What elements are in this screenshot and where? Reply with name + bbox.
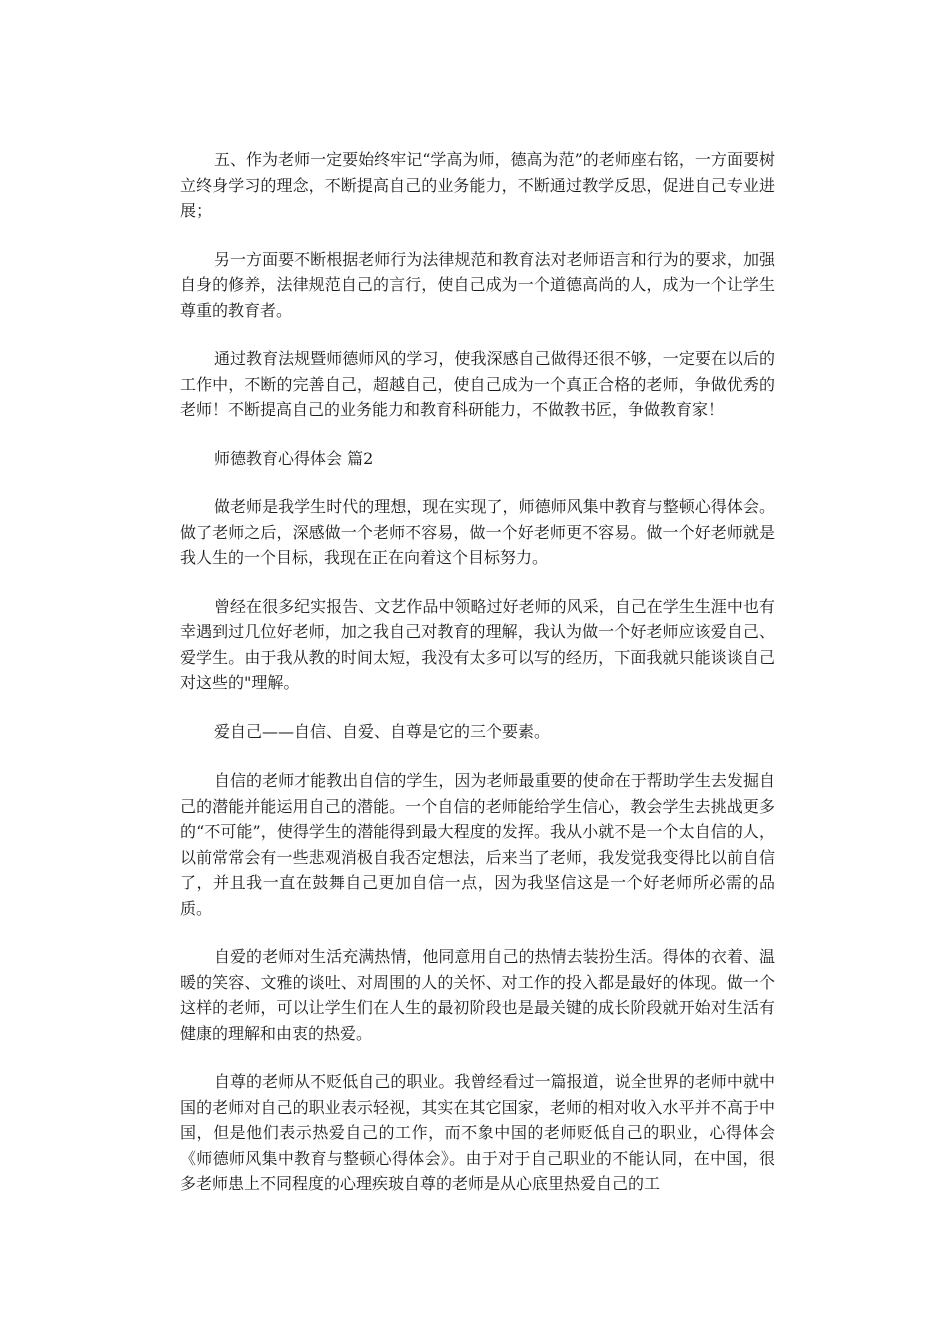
paragraph-love-self: 爱自己——自信、自爱、自尊是它的三个要素。 — [214, 721, 551, 741]
paragraph-self-love: 自爱的老师对生活充满热情，他同意用自己的热情去装扮生活。得体的衣着、温暖的笑容、文雅的谈吐、对周围的人的关怀、对工作的投入都是最好的体现。做一个这样的老师，可以让学生们在人生的最初阶段也是最关键的成长阶段就开始对生活有健康的理解和由衷的热爱。 — [180, 947, 775, 1043]
paragraph-self-confidence: 自信的老师才能教出自信的学生，因为老师最重要的使命在于帮助学生去发掘自己的潜能并能运用自己的潜能。一个自信的老师能给学生信心，教会学生去挑战更多的“不可能”，使得学生的潜能得到最大程度的发挥。我从小就不是一个太自信的人，以前常常会有一些悲观消极自我否定想法，后来当了老师，我发觉我变得比以前自信了，并且我一直在鼓舞自己更加自信一点，因为我坚信这是一个好老师所必需的品质。 — [180, 771, 775, 918]
paragraph-teacher-ideal: 做老师是我学生时代的理想，现在实现了，师德师风集中教育与整顿心得体会。做了老师之后，深感做一个老师不容易，做一个好老师更不容易。做一个好老师就是我人生的一个目标，我现在正在向着这个目标努力。 — [180, 497, 775, 567]
paragraph-study-reflection: 通过教育法规暨师德师风的学习，使我深感自己做得还很不够，一定要在以后的工作中，不断的完善自己，超越自己，使自己成为一个真正合格的老师，争做优秀的老师！不断提高自己的业务能力和教育科研能力，不做教书匠，争做教育家！ — [180, 349, 775, 419]
paragraph-teacher-motto: 五、作为老师一定要始终牢记“学高为师，德高为范”的老师座右铭，一方面要树立终身学习的理念，不断提高自己的业务能力，不断通过教学反思，促进自己专业进展； — [180, 150, 775, 220]
paragraph-self-cultivation: 另一方面要不断根据老师行为法律规范和教育法对老师语言和行为的要求，加强自身的修养，法律规范自己的言行，使自己成为一个道德高尚的人，成为一个让学生尊重的教育者。 — [180, 249, 775, 320]
section-heading: 师德教育心得体会 篇2 — [214, 448, 374, 468]
document-body — [180, 147, 775, 1220]
paragraph-good-teacher: 曾经在很多纪实报告、文艺作品中领略过好老师的风采，自己在学生生涯中也有幸遇到过几位好老师，加之我自己对教育的理解，我认为做一个好老师应该爱自己、爱学生。由于我从教的时间太短，我没有太多可以写的经历，下面我就只能谈谈自己对这些的"理解。 — [180, 596, 775, 692]
paragraph-self-respect: 自尊的老师从不贬低自己的职业。我曾经看过一篇报道，说全世界的老师中就中国的老师对自己的职业表示轻视，其实在其它国家，老师的相对收入水平并不高于中国，但是他们表示热爱自己的工作，而不象中国的老师贬低自己的职业，心得体会《师德师风集中教育与整顿心得体会》。由于对于自己职业的不能认同，在中国，很多老师患上不同程度的心理疾玻自尊的老师是从心底里热爱自己的工 — [180, 1072, 775, 1193]
